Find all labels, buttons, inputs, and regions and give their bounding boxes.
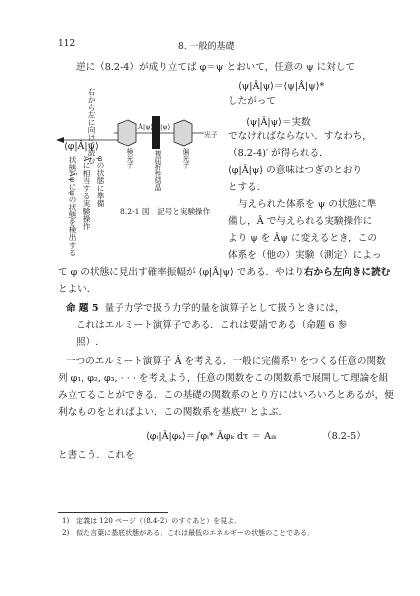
text-line: と書こう．これを [58,450,135,461]
text-line: 体系を（他の）実験（測定）によっ [228,250,382,261]
equation: ⟨ψ|Â|ψ⟩＝⟨ψ|Â|ψ⟩* [238,81,325,92]
text-line: （8.2-4)′ が得られる． [228,148,329,159]
text-line [58,267,390,279]
vertical-label: Âに相当する実験操作 [82,156,91,230]
footnote-rule [58,512,168,513]
text-line: とよい． [58,284,97,295]
text-line: 列 φ₁, φ₂, φ₃, · · · を考えよう，任意の関数をこの関数系で展開して理論を組 [58,373,389,384]
equation: ⟨φᵢ|Â|φₖ⟩＝∫φᵢ* Âφₖ dτ ＝ Aᵢₖ [146,431,277,442]
text-line: とする． [228,182,267,193]
crystal-label: 複屈折性結晶 [153,150,161,191]
running-header: 8. 一般的基礎 [178,42,235,52]
optical-diagram [56,84,226,257]
figure-caption: 8.2-1 図 記号と実験操作 [120,207,211,216]
text-line: み立てることができる．この基礎の関数系のとり方にはいろいろとあるが，便 [58,390,394,401]
text-line: 与えられた体系を ψ の状態に準 [238,199,377,210]
polarizer-label: 偏光子 [181,148,189,169]
vertical-label: 状態Âψにφの状態を検出する [68,156,77,257]
emphasis-text: 右から左向きに読む [303,267,391,278]
text-line: 一つのエルミート演算子 Â を考える．一般に完備系¹⁾ をつくる任意の関数 [66,356,386,367]
text-line: 備し，Â で与えられる実験操作に [228,216,373,227]
analyzer-label: 検光子 [125,148,133,169]
text-span: 量子力学で扱う力学的量を演算子として扱うときには， [104,303,345,314]
direction-label: 右から左に向けて読む [87,88,96,164]
proposition-line [66,303,345,315]
text-line: 照）. [76,337,99,348]
figure [56,84,226,257]
text-line: ⟨φ|Â|ψ⟩ の意味はつぎのとおり [228,165,363,176]
footnote: 1) 定義は 120 ページ（（8.4-2）のすぐあと）を見よ． [62,517,242,525]
text-line: したがって [228,96,276,107]
vertical-label: φの状態に準備 [96,156,105,207]
equation-number: （8.2-5） [322,431,366,442]
text-line: これはエルミート演算子である．これは要請である（命題 6 参 [76,320,348,331]
footnote: 2) 似た言葉に基底状態がある．これは最低のエネルギーの状態のことである． [62,529,315,537]
text-line: 逆に（8.2-4）が成り立てば φ＝ψ とおいて，任意の ψ に対して [76,62,356,73]
state-label: |ψ⟩ [160,123,171,131]
equation: ⟨ψ|Â|ψ⟩＝実数 [246,117,311,128]
text-line: でなければならない．すなわち， [228,131,372,142]
state-label: Â|ψ⟩ [138,123,154,131]
text-span: て φ の状態に見出す確率振幅が ⟨φ|Â|ψ⟩ である．やはり [58,267,304,278]
page-number: 112 [58,39,76,49]
text-line: 利なものをとればよい．この関数系を基底²⁾ とよぶ． [58,407,289,418]
text-line: より ψ を Âψ に変えるとき，この [228,233,377,244]
bracket-label: ⟨φ|Â|ψ⟩ [64,141,99,152]
proposition-label: 命 題 5 [66,303,99,314]
photon-label: 光子 [204,131,218,139]
